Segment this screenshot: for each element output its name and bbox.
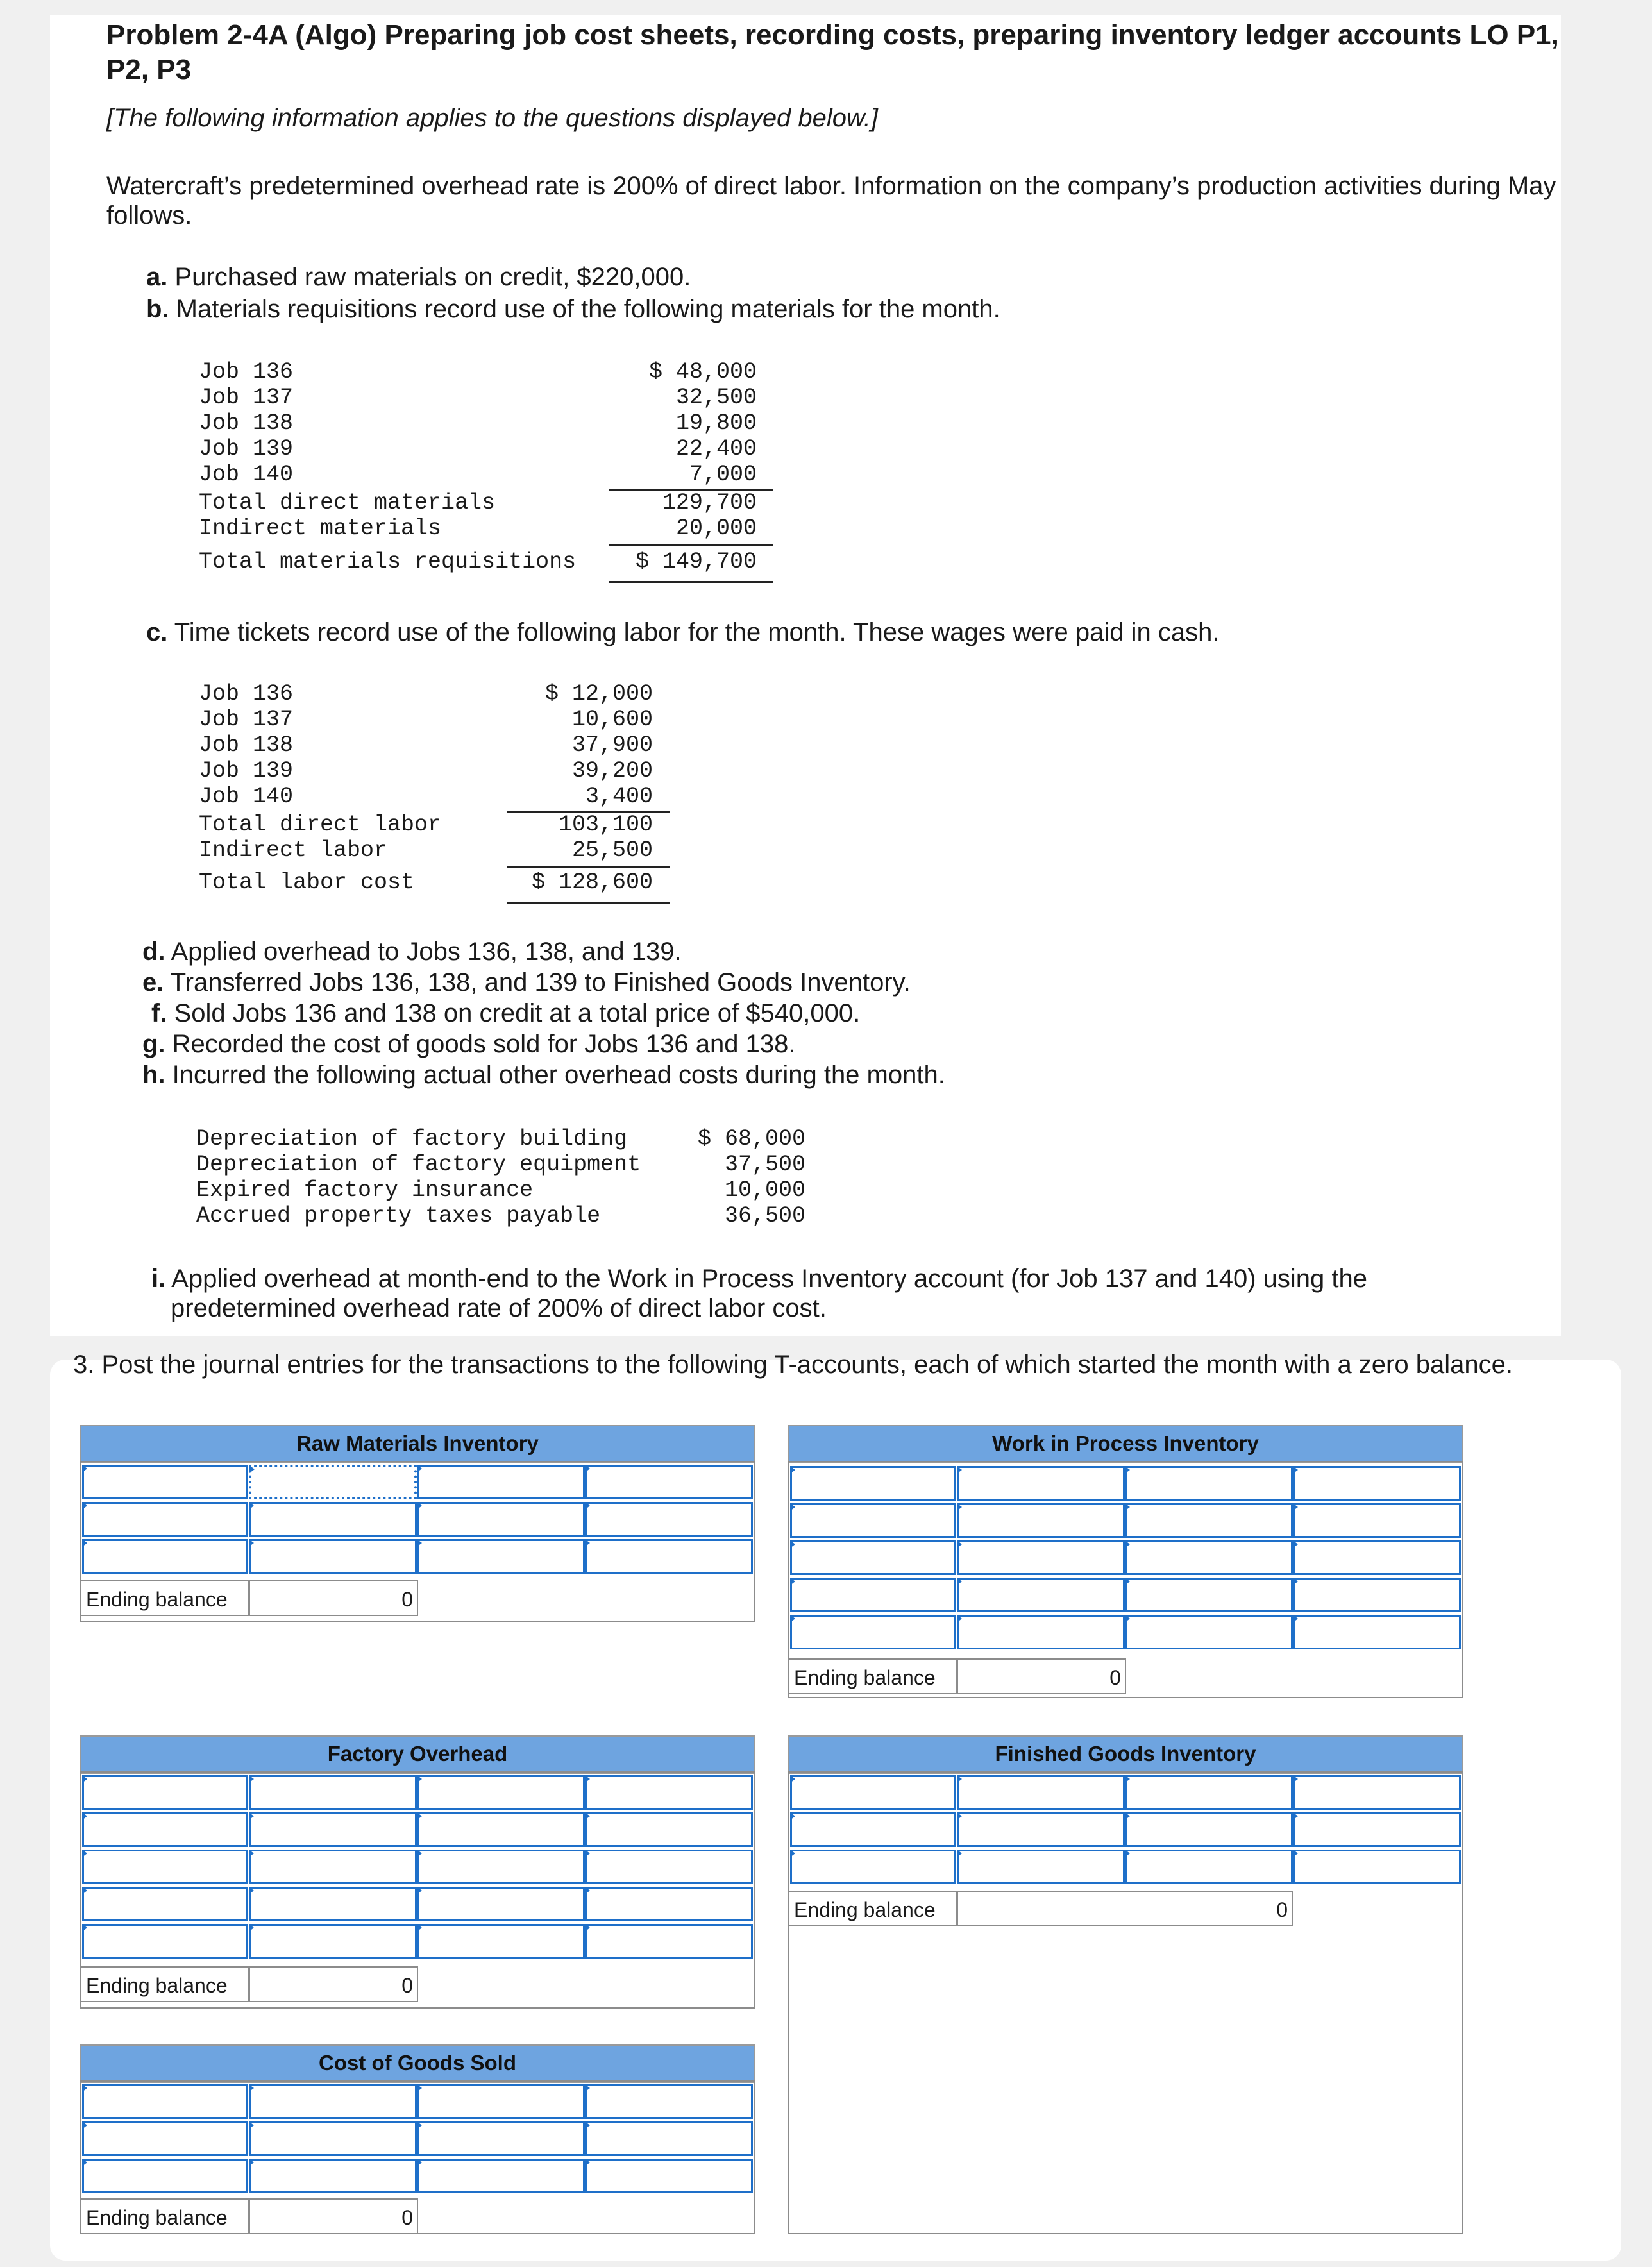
wip-debit-acct-3[interactable] [790, 1540, 956, 1575]
cogs-credit-acct-2[interactable] [417, 2121, 585, 2156]
fgi-debit-amt-1[interactable] [957, 1775, 1125, 1810]
labor-label: Job 136 [199, 681, 294, 707]
item-i-cont: predetermined overhead rate of 200% of direct labor cost. [171, 1294, 827, 1322]
cogs-debit-amt-2[interactable] [249, 2121, 417, 2156]
labor-amount: 3,400 [585, 784, 653, 809]
finished-goods-header: Finished Goods Inventory [788, 1735, 1463, 1774]
fgi-credit-amt-2[interactable] [1293, 1812, 1461, 1847]
item-b: b. Materials requisitions record use of the following materials for the month. [146, 295, 1000, 323]
wip-debit-acct-5[interactable] [790, 1615, 956, 1649]
wip-debit-acct-1[interactable] [790, 1466, 956, 1501]
fgi-debit-amt-2[interactable] [957, 1812, 1125, 1847]
cogs-ending-value: 0 [249, 2198, 418, 2234]
foh-credit-acct-4[interactable] [417, 1887, 585, 1921]
wip-debit-amt-1[interactable] [957, 1466, 1125, 1501]
labor-amount: 39,200 [571, 758, 653, 784]
foh-credit-amt-3[interactable] [585, 1850, 753, 1884]
cogs-header: Cost of Goods Sold [80, 2044, 755, 2083]
cogs-credit-amt-2[interactable] [585, 2121, 753, 2156]
foh-debit-acct-1[interactable] [82, 1775, 248, 1810]
raw-credit-acct-1[interactable] [417, 1465, 585, 1499]
materials-amount: 22,400 [675, 436, 757, 462]
fgi-credit-amt-3[interactable] [1293, 1850, 1461, 1884]
fgi-ending-value: 0 [957, 1891, 1293, 1926]
labor-amount: 103,100 [558, 812, 653, 838]
cogs-debit-acct-3[interactable] [82, 2159, 248, 2193]
labor-amount: $ 12,000 [544, 681, 653, 707]
wip-credit-acct-1[interactable] [1125, 1466, 1293, 1501]
raw-materials-header: Raw Materials Inventory [80, 1425, 755, 1463]
labor-amount: 37,900 [571, 732, 653, 758]
item-c: c. Time tickets record use of the following labor for the month. These wages were paid in cash. [146, 618, 1220, 646]
wip-debit-amt-2[interactable] [957, 1503, 1125, 1538]
problem-title: Problem 2-4A (Algo) Preparing job cost sheets, recording costs, preparing inventory ledger accounts LO P1, P2, P3 [106, 19, 1559, 85]
foh-debit-amt-4[interactable] [249, 1887, 417, 1921]
overhead-amount: $ 68,000 [697, 1126, 805, 1152]
materials-label: Total materials requisitions [199, 549, 577, 575]
fgi-debit-acct-3[interactable] [790, 1850, 956, 1884]
foh-debit-acct-5[interactable] [82, 1924, 248, 1959]
wip-credit-acct-3[interactable] [1125, 1540, 1293, 1575]
overhead-amount: 10,000 [724, 1177, 805, 1203]
wip-credit-acct-4[interactable] [1125, 1578, 1293, 1612]
total-rule [609, 581, 773, 583]
raw-credit-amt-1[interactable] [585, 1465, 753, 1499]
materials-amount: $ 48,000 [648, 359, 757, 385]
wip-credit-amt-4[interactable] [1293, 1578, 1461, 1612]
raw-ending-value: 0 [249, 1580, 418, 1616]
foh-debit-amt-2[interactable] [249, 1812, 417, 1847]
labor-label: Job 138 [199, 732, 294, 758]
overhead-amount: 37,500 [724, 1152, 805, 1177]
factory-overhead-header: Factory Overhead [80, 1735, 755, 1774]
item-f: f. Sold Jobs 136 and 138 on credit at a total price of $540,000. [151, 999, 861, 1027]
labor-amount: 25,500 [571, 838, 653, 863]
foh-debit-acct-3[interactable] [82, 1850, 248, 1884]
wip-debit-amt-4[interactable] [957, 1578, 1125, 1612]
overhead-label: Expired factory insurance [196, 1177, 534, 1203]
foh-debit-amt-3[interactable] [249, 1850, 417, 1884]
materials-amount: 129,700 [662, 490, 757, 516]
item-a: a. Purchased raw materials on credit, $220,000. [146, 263, 691, 291]
info-note: [The following information applies to the questions displayed below.] [106, 104, 878, 132]
raw-debit-acct-1[interactable] [82, 1465, 248, 1499]
wip-debit-acct-4[interactable] [790, 1578, 956, 1612]
foh-debit-acct-4[interactable] [82, 1887, 248, 1921]
wip-credit-acct-5[interactable] [1125, 1615, 1293, 1649]
materials-label: Job 136 [199, 359, 294, 385]
fgi-credit-acct-1[interactable] [1125, 1775, 1293, 1810]
materials-label: Job 140 [199, 462, 294, 487]
labor-label: Job 139 [199, 758, 294, 784]
fgi-ending-label: Ending balance [788, 1891, 957, 1926]
labor-label: Total direct labor [199, 812, 442, 838]
materials-label: Job 137 [199, 385, 294, 410]
foh-credit-amt-2[interactable] [585, 1812, 753, 1847]
materials-label: Indirect materials [199, 516, 442, 541]
wip-ending-label: Ending balance [788, 1658, 957, 1694]
raw-debit-acct-3[interactable] [82, 1539, 248, 1574]
wip-credit-amt-2[interactable] [1293, 1503, 1461, 1538]
fgi-debit-amt-3[interactable] [957, 1850, 1125, 1884]
labor-label: Total labor cost [199, 870, 415, 895]
foh-credit-amt-1[interactable] [585, 1775, 753, 1810]
materials-label: Total direct materials [199, 490, 496, 516]
labor-amount: $ 128,600 [531, 870, 653, 895]
total-rule [507, 902, 670, 904]
labor-label: Indirect labor [199, 838, 388, 863]
item-i: i. Applied overhead at month-end to the Work in Process Inventory account (for Job 137 and 140) using the [151, 1265, 1367, 1293]
item-g: g. Recorded the cost of goods sold for Jobs 136 and 138. [142, 1030, 796, 1058]
materials-label: Job 138 [199, 410, 294, 436]
raw-credit-acct-3[interactable] [417, 1539, 585, 1574]
cogs-debit-acct-2[interactable] [82, 2121, 248, 2156]
foh-ending-value: 0 [249, 1966, 418, 2002]
foh-credit-amt-4[interactable] [585, 1887, 753, 1921]
materials-amount: $ 149,700 [635, 549, 757, 575]
cogs-credit-amt-3[interactable] [585, 2159, 753, 2193]
materials-label: Job 139 [199, 436, 294, 462]
raw-ending-label: Ending balance [80, 1580, 249, 1616]
wip-debit-amt-5[interactable] [957, 1615, 1125, 1649]
foh-debit-amt-1[interactable] [249, 1775, 417, 1810]
materials-amount: 32,500 [675, 385, 757, 410]
cogs-debit-amt-3[interactable] [249, 2159, 417, 2193]
wip-credit-amt-3[interactable] [1293, 1540, 1461, 1575]
wip-debit-acct-2[interactable] [790, 1503, 956, 1538]
cogs-ending-label: Ending balance [80, 2198, 249, 2234]
raw-credit-amt-3[interactable] [585, 1539, 753, 1574]
foh-ending-label: Ending balance [80, 1966, 249, 2002]
subtotal-rule [609, 544, 773, 546]
foh-debit-acct-2[interactable] [82, 1812, 248, 1847]
wip-header: Work in Process Inventory [788, 1425, 1463, 1463]
fgi-credit-amt-1[interactable] [1293, 1775, 1461, 1810]
foh-credit-acct-5[interactable] [417, 1924, 585, 1959]
intro-text: Watercraft’s predetermined overhead rate is 200% of direct labor. Information on the company’s production activities during May follows. [106, 172, 1556, 230]
fgi-debit-acct-2[interactable] [790, 1812, 956, 1847]
fgi-credit-acct-2[interactable] [1125, 1812, 1293, 1847]
cogs-credit-acct-1[interactable] [417, 2084, 585, 2119]
raw-credit-acct-2[interactable] [417, 1502, 585, 1537]
raw-debit-amt-1[interactable] [249, 1465, 417, 1499]
item-d: d. Applied overhead to Jobs 136, 138, and 139. [142, 938, 682, 966]
wip-debit-amt-3[interactable] [957, 1540, 1125, 1575]
question-3: 3. Post the journal entries for the transactions to the following T-accounts, each of which started the month with a zero balance. [73, 1351, 1513, 1379]
overhead-label: Depreciation of factory equipment [196, 1152, 641, 1177]
overhead-amount: 36,500 [724, 1203, 805, 1229]
cogs-debit-amt-1[interactable] [249, 2084, 417, 2119]
overhead-label: Depreciation of factory building [196, 1126, 628, 1152]
overhead-label: Accrued property taxes payable [196, 1203, 601, 1229]
raw-credit-amt-2[interactable] [585, 1502, 753, 1537]
item-e: e. Transferred Jobs 136, 138, and 139 to Finished Goods Inventory. [142, 968, 911, 997]
materials-amount: 7,000 [689, 462, 757, 487]
raw-debit-acct-2[interactable] [82, 1502, 248, 1537]
subtotal-rule [507, 866, 670, 868]
wip-credit-amt-5[interactable] [1293, 1615, 1461, 1649]
foh-credit-acct-2[interactable] [417, 1812, 585, 1847]
cogs-credit-amt-1[interactable] [585, 2084, 753, 2119]
labor-label: Job 137 [199, 707, 294, 732]
materials-amount: 20,000 [675, 516, 757, 541]
materials-amount: 19,800 [675, 410, 757, 436]
wip-credit-amt-1[interactable] [1293, 1466, 1461, 1501]
cogs-credit-acct-3[interactable] [417, 2159, 585, 2193]
foh-credit-acct-3[interactable] [417, 1850, 585, 1884]
foh-credit-acct-1[interactable] [417, 1775, 585, 1810]
wip-credit-acct-2[interactable] [1125, 1503, 1293, 1538]
fgi-debit-acct-1[interactable] [790, 1775, 956, 1810]
labor-amount: 10,600 [571, 707, 653, 732]
foh-credit-amt-5[interactable] [585, 1924, 753, 1959]
labor-label: Job 140 [199, 784, 294, 809]
wip-ending-value: 0 [957, 1658, 1126, 1694]
fgi-credit-acct-3[interactable] [1125, 1850, 1293, 1884]
cogs-debit-acct-1[interactable] [82, 2084, 248, 2119]
raw-debit-amt-3[interactable] [249, 1539, 417, 1574]
raw-debit-amt-2[interactable] [249, 1502, 417, 1537]
item-h: h. Incurred the following actual other overhead costs during the month. [142, 1061, 945, 1089]
foh-debit-amt-5[interactable] [249, 1924, 417, 1959]
